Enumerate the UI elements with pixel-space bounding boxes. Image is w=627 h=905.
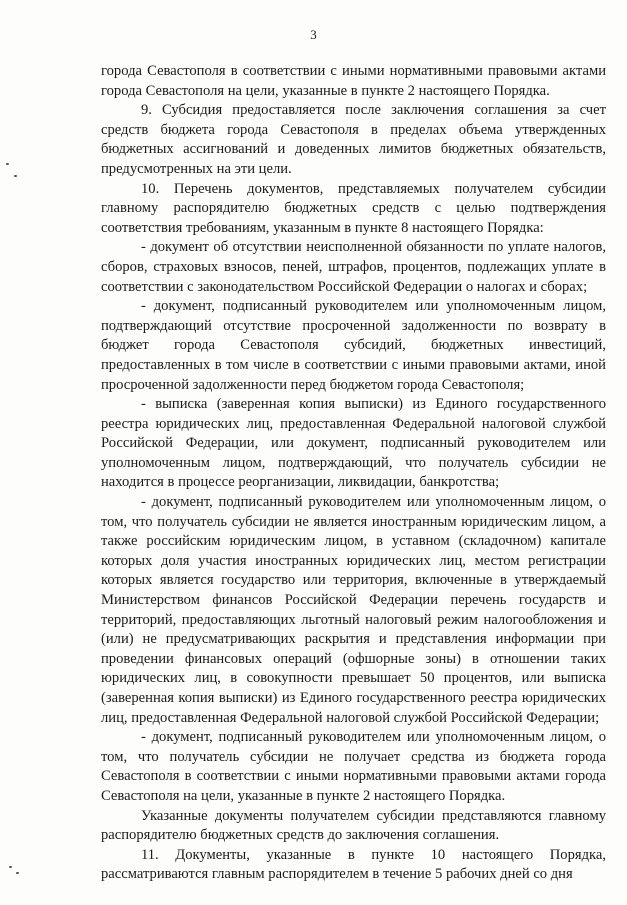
paragraph-9: 9. Субсидия предоставляется после заключения соглашения за счет средств бюджета города Севастополя в пределах объема утвержденных бюджетных ассигнований и доведенных лимитов бюджетных обязательств, предусмотренных на эти цели.: [101, 102, 606, 177]
list-item-no-other-funds-document: - документ, подписанный руководителем или уполномоченным лицом, о том, что получатель субсидии не получает средства из бюджета города Севастополя в соответствии с иными нормативными правовыми актами города Севастополя на цели, указанные в пункте 2 настоящего Порядка.: [101, 729, 606, 804]
scan-speck: [9, 866, 12, 868]
list-item-registry-extract: - выписка (заверенная копия выписки) из Единого государственного реестра юридических лиц, предоставленная Федеральной налоговой службой Российской Федерации, или документ, подписанный руководителем или уполномоченным лицом, подтверждающий, что получатель субсидии не находится в процессе реорганизации, ликвидации, банкротства;: [101, 396, 606, 491]
document-body: [101, 62, 606, 885]
list-item-tax-document: - документ об отсутствии неисполненной обязанности по уплате налогов, сборов, страховых взносов, пеней, штрафов, процентов, подлежащих уплате в соответствии с законодательством Российской Федерации о налогах и сборах;: [101, 239, 606, 295]
paragraph-submission-note: Указанные документы получателем субсидии представляются главному распорядителю бюджетных средств до заключения соглашения.: [101, 807, 606, 844]
scan-speck: [14, 175, 17, 177]
list-item-debt-document: - документ, подписанный руководителем или уполномоченным лицом, подтверждающий отсутствие просроченной задолженности по возврату в бюджет города Севастополя субсидий, бюджетных инвестиций, предоставленных в том числе в соответствии с иными правовыми актами, иной просроченной задолженности перед бюджетом города Севастополя;: [101, 298, 606, 393]
page-number: 3: [310, 27, 317, 42]
paragraph-continuation: города Севастополя в соответствии с иными нормативными правовыми актами города Севастополя на цели, указанные в пункте 2 настоящего Порядка.: [101, 63, 606, 99]
list-item-foreign-entity-document: - документ, подписанный руководителем или уполномоченным лицом, о том, что получатель субсидии не является иностранным юридическим лицом, а также российским юридическим лицом, в уставном (складочном) капитале которых доля участия иностранных юридических лиц, местом регистрации которых является государство или территория, включенные в утверждаемый Министерством финансов Российской Федерации перечень государств и территорий, предоставляющих льготный налоговый режим налогообложения и (или) не предусматривающих раскрытия и представления информации при проведении финансовых операций (офшорные зоны) в отношении таких юридических лиц, в совокупности превышает 50 процентов, или выписка (заверенная копия выписки) из Единого государственного реестра юридических лиц, предоставленная Федеральной налоговой службой Российской Федерации;: [101, 494, 606, 726]
paragraph-11: 11. Документы, указанные в пункте 10 настоящего Порядка, рассматриваются главным распорядителем в течение 5 рабочих дней со дня: [101, 846, 606, 883]
scan-speck: [16, 872, 19, 874]
paragraph-10: 10. Перечень документов, представляемых получателем субсидии главному распорядителю бюджетных средств с целью подтверждения соответствия требованиям, указанным в пункте 8 настоящего Порядка:: [101, 180, 606, 236]
scan-speck: [6, 163, 9, 165]
